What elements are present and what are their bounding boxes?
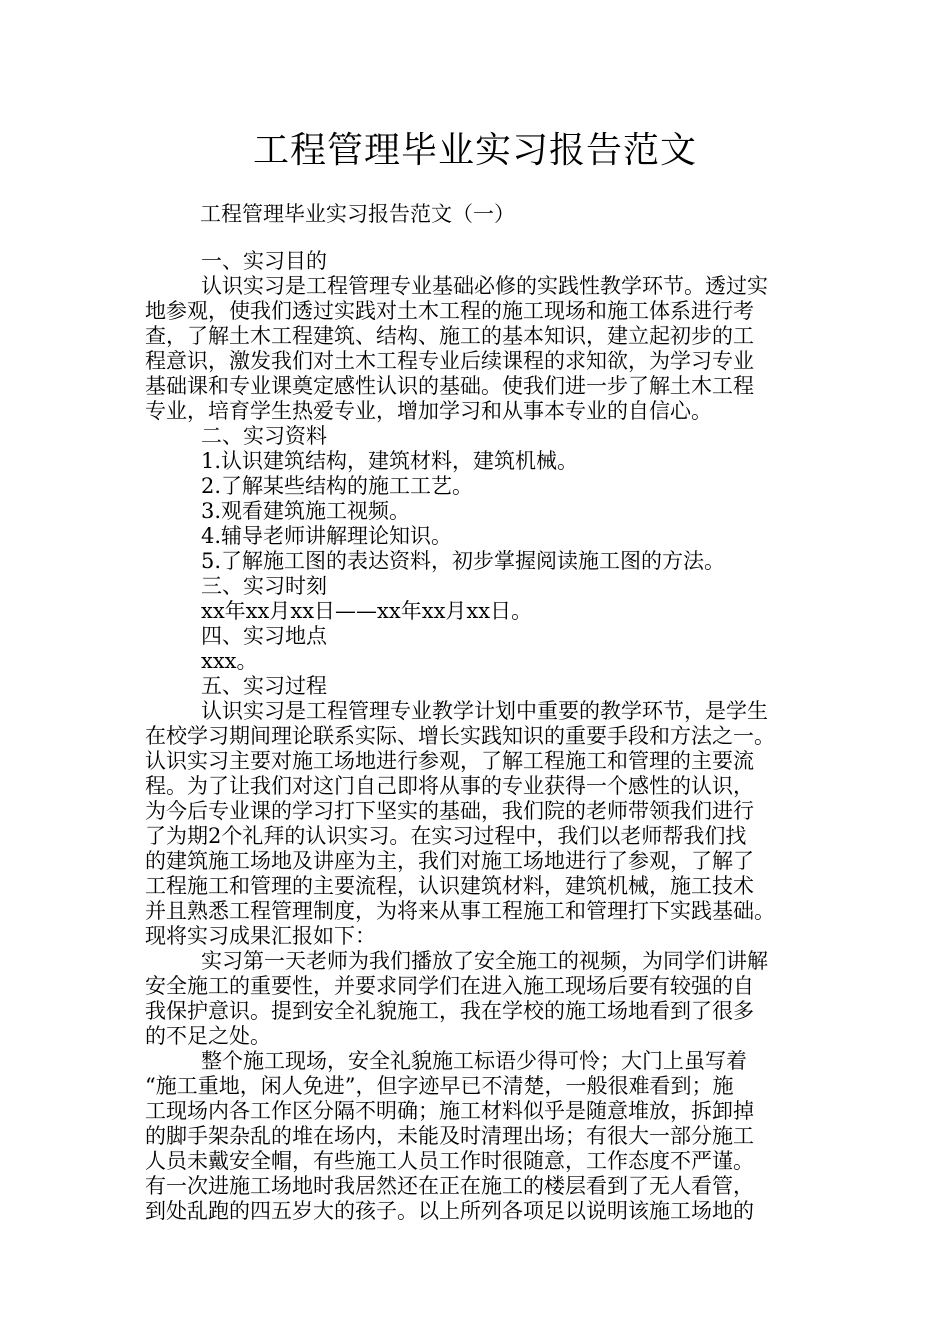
body-line: 4.辅导老师讲解理论知识。 [201,524,453,548]
body-line: 的建筑施工场地及讲座为主，我们对施工场地进行了参观，了解了 [145,849,754,873]
body-line: 程意识，激发我们对土木工程专业后续课程的求知欲，为学习专业 [145,349,754,373]
body-line: 一、实习目的 [201,249,327,273]
body-line: 工现场内各工作区分隔不明确；施工材料似乎是随意堆放，拆卸掉 [145,1099,754,1123]
body-line: 1.认识建筑结构，建筑材料，建筑机械。 [201,449,579,473]
page-title: 工程管理毕业实习报告范文 [252,130,697,171]
body-line: 在校学习期间理论联系实际、增长实践知识的重要手段和方法之一。 [145,724,775,748]
body-line: xxx。 [201,649,258,673]
body-line: 二、实习资料 [201,424,327,448]
body-line: 现将实习成果汇报如下： [145,924,376,948]
body-line: 到处乱跑的四五岁大的孩子。以上所列各项足以说明该施工场地的 [145,1199,754,1223]
body-line: “施工重地，闲人免进”，但字迹早已不清楚，一般很难看到；施 [145,1074,734,1098]
body-line: 认识实习主要对施工场地进行参观，了解工程施工和管理的主要流 [145,749,754,773]
body-line: 为今后专业课的学习打下坚实的基础，我们院的老师带领我们进行 [145,799,754,823]
body-line: 2.了解某些结构的施工工艺。 [201,474,474,498]
body-line: 基础课和专业课奠定感性认识的基础。使我们进一步了解土木工程 [145,374,754,398]
body-line: 专业，培育学生热爱专业，增加学习和从事本专业的自信心。 [145,399,712,423]
body-line: 3.观看建筑施工视频。 [201,499,411,523]
body-line: 查，了解土木工程建筑、结构、施工的基本知识，建立起初步的工 [145,324,754,348]
body-line: 程。为了让我们对这门自己即将从事的专业获得一个感性的认识， [145,774,754,798]
document-subtitle: 工程管理毕业实习报告范文（一） [200,202,515,226]
body-line: 人员未戴安全帽，有些施工人员工作时很随意，工作态度不严谨。 [145,1149,754,1173]
body-line: 实习第一天老师为我们播放了安全施工的视频，为同学们讲解 [201,949,768,973]
body-line: 我保护意识。提到安全礼貌施工，我在学校的施工场地看到了很多 [145,999,754,1023]
document-body [145,249,825,1224]
body-line: 地参观，使我们透过实践对土木工程的施工现场和施工体系进行考 [145,299,754,323]
body-line: 的不足之处。 [145,1024,271,1048]
body-line: 认识实习是工程管理专业基础必修的实践性教学环节。透过实 [201,274,768,298]
body-line: 5.了解施工图的表达资料，初步掌握阅读施工图的方法。 [201,549,726,573]
body-line: 四、实习地点 [201,624,327,648]
body-line: 认识实习是工程管理专业教学计划中重要的教学环节，是学生 [201,699,768,723]
body-line: 安全施工的重要性，并要求同学们在进入施工现场后要有较强的自 [145,974,754,998]
body-line: 三、实习时刻 [201,574,327,598]
body-line: 并且熟悉工程管理制度，为将来从事工程施工和管理打下实践基础。 [145,899,775,923]
body-line: 工程施工和管理的主要流程，认识建筑材料，建筑机械，施工技术 [145,874,754,898]
body-line: 了为期2个礼拜的认识实习。在实习过程中，我们以老师帮我们找 [145,824,747,848]
body-line: 的脚手架杂乱的堆在场内，未能及时清理出场；有很大一部分施工 [145,1124,754,1148]
body-line: xx年xx月xx日——xx年xx月xx日。 [201,599,533,623]
body-line: 五、实习过程 [201,674,327,698]
body-line: 有一次进施工场地时我居然还在正在施工的楼层看到了无人看管， [145,1174,754,1198]
body-line: 整个施工现场，安全礼貌施工标语少得可怜；大门上虽写着 [201,1049,747,1073]
